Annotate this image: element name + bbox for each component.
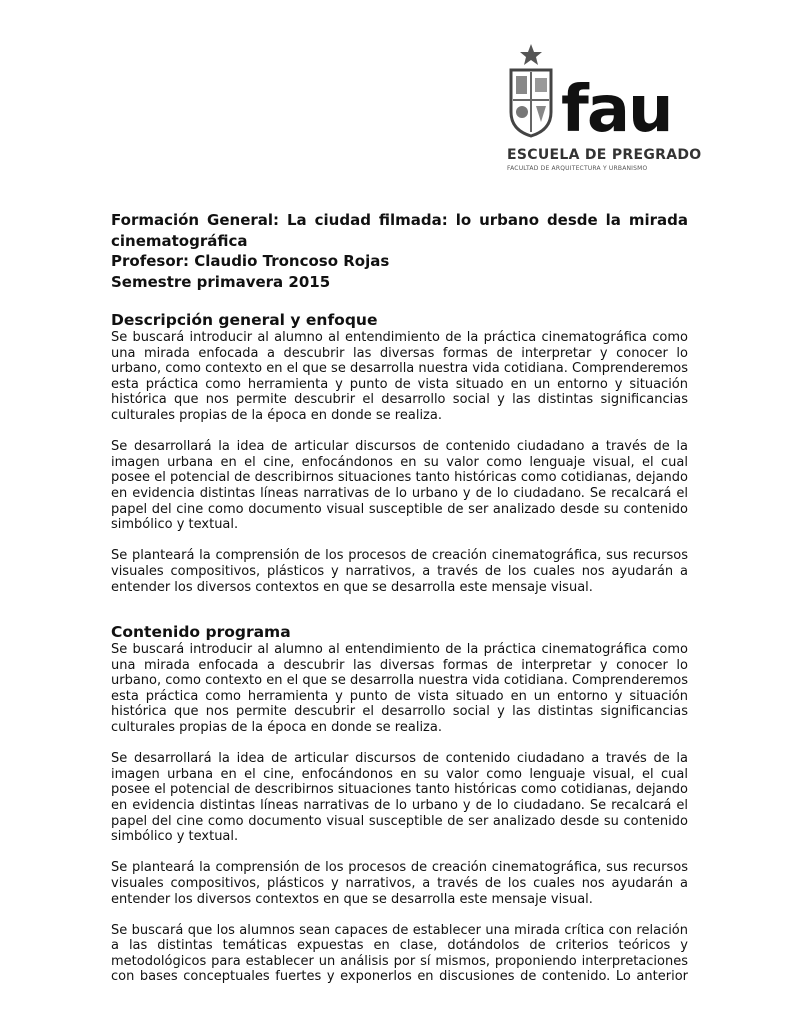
section-title: Contenido programa [111, 623, 291, 641]
course-title-line2: cinematográfica [111, 231, 248, 250]
faculty-name: FACULTAD DE ARQUITECTURA Y URBANISMO [507, 165, 648, 172]
course-title-line1: Formación General: La ciudad filmada: lo urbano desde la mirada [111, 211, 688, 229]
paragraph: Se desarrollará la idea de articular discursos de contenido ciudadano a través de la imagen urbana en el cine, enfocándonos en su valor como lenguaje visual, el cual posee el potencial de describirnos situaciones tanto históricas como cotidianas, dejando en evidencia distintas líneas narrativas de lo urbano y de lo ciudadano. Se recalcará el papel del cine como documento visual susceptible de ser analizado desde su contenido simbólico y textual. [111, 439, 688, 533]
section-description [111, 310, 688, 611]
section-title: Descripción general y enfoque [111, 311, 378, 329]
paragraph: Se buscará introducir al alumno al entendimiento de la práctica cinematográfica como una mirada enfocada a descubrir las diversas formas de interpretar y conocer lo urbano, como contexto en el que se desarrolla nuestra vida cotidiana. Comprenderemos esta práctica como herramienta y punto de vista situado en un entorno y situación histórica que nos permite descubrir el desarrollo social y las distintas significancias culturales propias de la época en donde se realiza. [111, 330, 688, 423]
fau-logo [505, 42, 702, 182]
paragraph: Se buscará introducir al alumno al entendimiento de la práctica cinematográfica como una mirada enfocada a descubrir las diversas formas de interpretar y conocer lo urbano, como contexto en el que se desarrolla nuestra vida cotidiana. Comprenderemos esta práctica como herramienta y punto de vista situado en un entorno y situación histórica que nos permite descubrir el desarrollo social y las distintas significancias culturales propias de la época en donde se realiza. [111, 642, 688, 735]
paragraph: Se planteará la comprensión de los procesos de creación cinematográfica, sus recursos visuales compositivos, plásticos y narrativos, a través de los cuales nos ayudarán a entender los diversos contextos en que se desarrolla este mensaje visual. [111, 860, 688, 907]
school-name: ESCUELA DE PREGRADO [507, 147, 702, 163]
semester-line: Semestre primavera 2015 [111, 272, 331, 291]
university-crest-icon [505, 42, 557, 140]
fau-wordmark: fau [561, 73, 672, 147]
section-program-content [111, 622, 688, 985]
paragraph: Se desarrollará la idea de articular discursos de contenido ciudadano a través de la imagen urbana en el cine, enfocándonos en su valor como lenguaje visual, el cual posee el potencial de describirnos situaciones tanto históricas como cotidianas, dejando en evidencia distintas líneas narrativas de lo urbano y de lo ciudadano. Se recalcará el papel del cine como documento visual susceptible de ser analizado desde su contenido simbólico y textual. [111, 751, 688, 845]
paragraph: Se buscará que los alumnos sean capaces de establecer una mirada crítica con relación a las distintas temáticas expuestas en clase, dotándolos de criterios teóricos y metodológicos para establecer un análisis por sí mismos, proponiendo interpretaciones con bases conceptuales fuertes y exponerlos en discusiones de contenido. Lo anterior [111, 922, 688, 985]
professor-line: Profesor: Claudio Troncoso Rojas [111, 252, 390, 270]
paragraph: Se planteará la comprensión de los procesos de creación cinematográfica, sus recursos visuales compositivos, plásticos y narrativos, a través de los cuales nos ayudarán a entender los diversos contextos en que se desarrolla este mensaje visual. [111, 548, 688, 595]
course-header [111, 210, 688, 292]
